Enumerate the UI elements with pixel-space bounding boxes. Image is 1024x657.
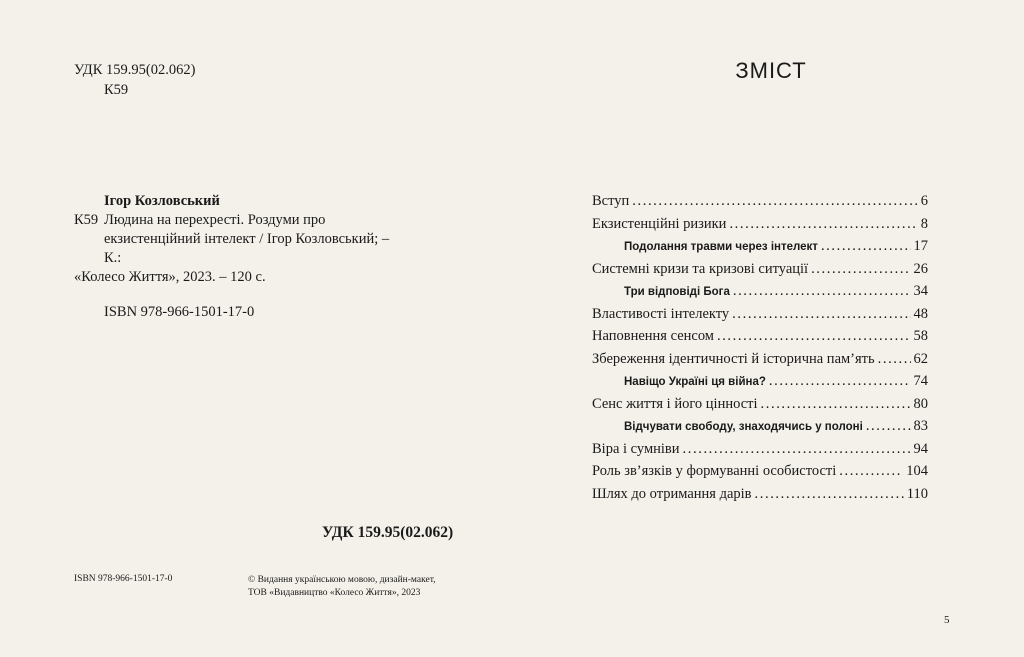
toc-item[interactable] [592,216,928,239]
catalog-line: «Колесо Життя», 2023. – 120 с. [74,269,266,285]
toc-item[interactable] [592,193,928,216]
toc-item-title: Три відповіді Бога [624,286,730,298]
udk-code-top: УДК 159.95(02.062) [74,62,196,78]
toc-item-page: 80 [913,395,928,412]
toc-item-page: 17 [913,238,928,254]
footer-copyright [248,574,436,600]
footer-isbn: ISBN 978-966-1501-17-0 [74,574,173,584]
udk-code-bottom: УДК 159.95(02.062) [322,524,454,541]
toc-item-page: 62 [913,350,928,367]
toc-item-page: 48 [913,305,928,322]
catalog-line: Людина на перехресті. Роздуми про [104,212,326,228]
toc-leader-dots [632,193,917,210]
toc-leader-dots [761,396,911,413]
toc-item-title: Сенс життя і його цінності [592,395,758,412]
toc-item-title: Системні кризи та кризові ситуації [592,260,809,277]
toc-item-title: Наповнення сенсом [592,328,714,344]
toc-leader-dots [769,373,911,390]
toc-item-page: 6 [920,193,928,209]
toc-item-page: 110 [906,485,928,502]
toc-item-page: 94 [913,440,928,457]
toc-item-title: Властивості інтелекту [592,305,730,322]
toc-item-title: Навіщо Україні ця війна? [624,376,766,388]
toc-item-title: Відчувати свободу, знаходячись у полоні [624,421,863,433]
toc-item-page: 74 [913,373,928,389]
catalog-isbn: ISBN 978-966-1501-17-0 [104,304,255,320]
toc-item[interactable] [592,261,928,284]
toc-item-page: 58 [913,328,928,344]
toc-leader-dots [821,238,911,255]
catalog-line: екзистенційний інтелект / Ігор Козловський; – К.: [104,231,390,266]
toc-item[interactable] [592,463,928,486]
toc-subitem[interactable] [592,283,928,306]
toc-leader-dots [733,283,911,300]
toc-leader-dots [755,486,904,503]
toc-leader-dots [732,306,910,323]
toc-item[interactable] [592,441,928,464]
toc-leader-dots [729,216,917,233]
toc-item-page: 104 [906,463,928,479]
toc-item-title: Роль зв’язків у формуванні особистості [592,463,837,479]
toc-leader-dots [866,418,911,435]
toc-item-title: Збереження ідентичності й історична пам’ять [592,350,875,367]
toc-title: ЗМІСТ [735,58,807,83]
toc-item[interactable] [592,351,928,374]
toc-item[interactable] [592,486,928,509]
author-mark-top: К59 [104,82,129,98]
toc-item-title: Вступ [592,193,630,209]
catalog-author: Ігор Козловський [104,193,220,209]
right-page [512,0,1024,657]
toc-leader-dots [839,463,903,480]
toc-leader-dots [811,261,910,278]
toc-item-page: 8 [920,215,928,232]
toc-leader-dots [717,328,911,345]
toc-item-title: Віра і сумніви [592,440,680,457]
copyright-line: © Видання українською мовою, дизайн-макет, [248,575,436,585]
toc-item-page: 83 [913,418,928,434]
table-of-contents [592,193,928,508]
copyright-line: ТОВ «Видавництво «Колесо Життя», 2023 [248,588,421,598]
toc-subitem[interactable] [592,373,928,396]
toc-item-title: Подолання травми через інтелект [624,241,818,253]
toc-item[interactable] [592,396,928,419]
catalog-author-mark: К59 [74,212,99,228]
catalog-entry [74,192,404,322]
toc-item[interactable] [592,328,928,351]
toc-item-title: Екзистенційні ризики [592,215,727,232]
toc-item-title: Шлях до отримання дарів [592,485,752,502]
toc-subitem[interactable] [592,238,928,261]
toc-item-page: 26 [913,260,928,277]
toc-leader-dots [878,351,911,368]
toc-leader-dots [683,441,911,458]
page-number: 5 [944,614,950,626]
toc-item[interactable] [592,306,928,329]
toc-subitem[interactable] [592,418,928,441]
toc-item-page: 34 [913,283,928,299]
